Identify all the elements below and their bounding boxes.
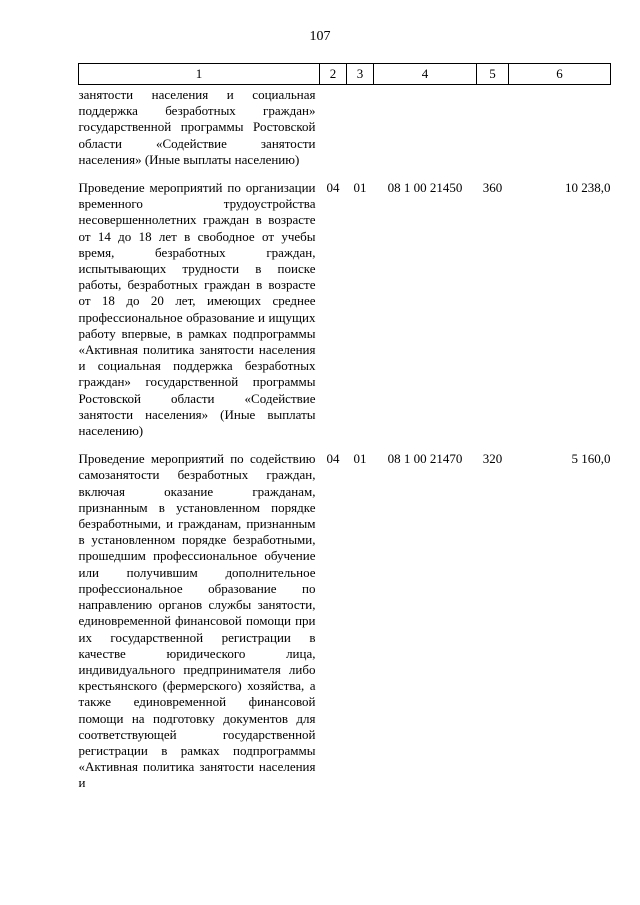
table-header-row	[79, 64, 611, 85]
table-row	[79, 451, 611, 791]
row-amount: 10 238,0	[565, 180, 611, 196]
row-target-article	[374, 85, 477, 181]
row-description: Проведение мероприятий по организации временного трудоустройства несовершеннолетних граждан в возрасте от 14 до 18 лет в свободное от учебы время, безработных граждан, испытывающих трудности в поиске работы, безработных граждан в возрасте от 18 до 20 лет, имеющих среднее профессиональное образование и ищущих работу впервые, в рамках подпрограммы «Активная политика занятости населения и социальная поддержка безработных граждан» государственной программы Ростовской области «Содействие занятости населения» (Иные выплаты населению)	[78, 180, 316, 439]
row-expense-type: 320	[482, 451, 503, 467]
budget-table	[78, 63, 611, 792]
row-expense-type	[477, 85, 509, 181]
row-description: занятости населения и социальная поддержка безработных граждан» государственной программы Ростовской области «Содействие занятости населения» (Иные выплаты населению)	[78, 87, 316, 167]
header-col-1: 1	[79, 64, 320, 85]
row-subsection: 01	[353, 180, 367, 196]
row-subsection: 01	[353, 451, 367, 467]
row-description: Проведение мероприятий по содействию самозанятости безработных граждан, включая оказание гражданам, признанным в установленном порядке безработными, и гражданам, признанным в установленном порядке безработными, прошедшим профессиональное обучение или получившим дополнительное профессиональное образование по направлению органов службы занятости, единовременной финансовой помощи при их государственной регистрации в качестве юридического лица, индивидуального предпринимателя либо крестьянского (фермерского) хозяйства, а также единовременной финансовой помощи на подготовку документов для соответствующей государственной регистрации в рамках подпрограммы «Активная политика занятости населения и	[78, 451, 316, 791]
row-amount: 5 160,0	[571, 451, 611, 467]
row-target-article: 08 1 00 21450	[387, 180, 463, 196]
row-amount	[509, 85, 611, 181]
header-col-6: 6	[509, 64, 611, 85]
row-section	[320, 85, 347, 181]
row-expense-type: 360	[482, 180, 503, 196]
row-section: 04	[326, 451, 340, 467]
header-col-5: 5	[477, 64, 509, 85]
row-target-article: 08 1 00 21470	[387, 451, 463, 467]
header-col-4: 4	[374, 64, 477, 85]
header-col-2: 2	[320, 64, 347, 85]
row-section: 04	[326, 180, 340, 196]
table-row	[79, 85, 611, 181]
table-row	[79, 180, 611, 451]
page-number: 107	[309, 29, 331, 44]
row-subsection	[347, 85, 374, 181]
header-col-3: 3	[347, 64, 374, 85]
